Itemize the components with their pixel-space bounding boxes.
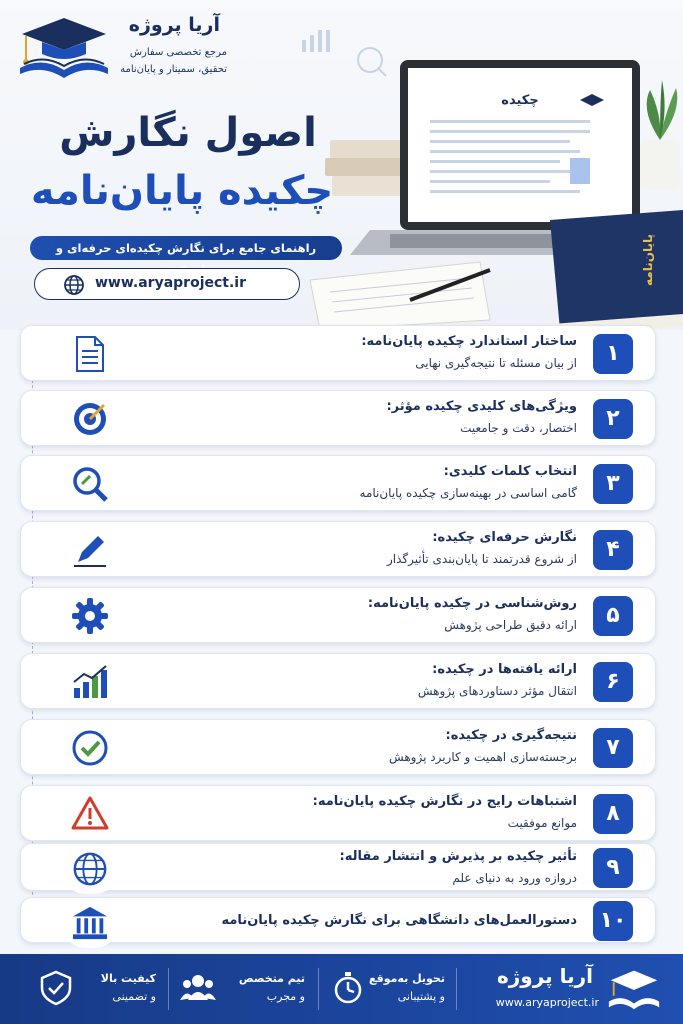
gear-icon — [61, 591, 119, 641]
item-title: نگارش حرفه‌ای چکیده: — [432, 530, 577, 545]
item-desc: ارائه دقیق طراحی پژوهش — [444, 618, 577, 632]
list-item[interactable] — [20, 587, 656, 643]
item-title: اشتباهات رایج در نگارش چکیده پایان‌نامه: — [312, 794, 577, 809]
screen-title: چکیده — [501, 93, 539, 108]
feature-team — [180, 966, 305, 1012]
divider — [318, 968, 319, 1010]
page-title-line2: چکیده پایان‌نامه — [30, 168, 334, 214]
feature-label: تحویل به‌موقع — [369, 972, 445, 985]
page-title-line1: اصول نگارش — [59, 110, 317, 156]
list-item[interactable] — [20, 719, 656, 775]
feature-label: تیم متخصص — [238, 972, 305, 985]
item-desc: اختصار، دقت و جامعیت — [460, 421, 577, 435]
footer-brand: آریا پروژه — [496, 964, 593, 988]
brand-tagline-1: مرجع تخصصی سفارش — [129, 47, 227, 58]
brand-tagline-2: تحقیق، سمینار و پایان‌نامه — [120, 64, 227, 75]
item-number: ۶ — [593, 662, 633, 702]
item-title: روش‌شناسی در چکیده پایان‌نامه: — [367, 596, 577, 611]
team-icon — [180, 970, 216, 1006]
search-icon — [61, 459, 119, 509]
item-desc: گامی اساسی در بهینه‌سازی چکیده پایان‌نامه — [359, 486, 577, 500]
globe-icon — [61, 844, 119, 894]
item-title: ارائه یافته‌ها در چکیده: — [432, 662, 577, 677]
feature-quality — [38, 966, 156, 1012]
item-title: انتخاب کلمات کلیدی: — [443, 464, 577, 479]
item-title: ویژگی‌های کلیدی چکیده مؤثر: — [386, 399, 577, 414]
graduation-book-icon — [605, 966, 663, 1012]
feature-sublabel: و پشتیبانی — [397, 990, 445, 1003]
item-title: ساختار استاندارد چکیده پایان‌نامه: — [361, 334, 577, 349]
item-desc: از بیان مسئله تا نتیجه‌گیری نهایی — [415, 356, 577, 370]
feature-sublabel: و مجرب — [266, 990, 305, 1003]
list-item[interactable] — [20, 325, 656, 381]
brand-logo[interactable] — [12, 10, 227, 85]
divider — [168, 968, 169, 1010]
list-item[interactable] — [20, 653, 656, 709]
item-number: ۳ — [593, 464, 633, 504]
item-desc: دروازه ورود به دنیای علم — [452, 871, 577, 885]
item-number: ۴ — [593, 530, 633, 570]
list-item[interactable] — [20, 897, 656, 943]
hero-subtitle: راهنمای جامع برای نگارش چکیده‌ای حرفه‌ای و — [30, 236, 342, 260]
chart-doodle-icon — [302, 30, 386, 76]
chart-icon — [61, 657, 119, 707]
item-number: ۲ — [593, 399, 633, 439]
item-number: ۱ — [593, 334, 633, 374]
item-number: ۷ — [593, 728, 633, 768]
feature-sublabel: و تضمینی — [112, 990, 156, 1003]
shield-check-icon — [38, 970, 74, 1006]
item-number: ۵ — [593, 596, 633, 636]
list-item[interactable] — [20, 455, 656, 511]
header — [0, 0, 683, 330]
feature-delivery — [330, 966, 445, 1012]
check-icon — [61, 723, 119, 773]
website-link[interactable] — [34, 268, 300, 300]
book-title: پایان‌نامه — [641, 234, 655, 286]
stopwatch-icon — [330, 970, 366, 1006]
item-desc: از شروع قدرتمند تا پایان‌بندی تأثیرگذار — [386, 552, 577, 566]
item-desc: انتقال مؤثر دستاوردهای پژوهش — [417, 684, 577, 698]
list-item[interactable] — [20, 390, 656, 446]
pen-icon — [61, 525, 119, 575]
item-number: ۹ — [593, 848, 633, 888]
graduation-book-icon — [12, 12, 112, 82]
footer-url[interactable]: www.aryaproject.ir — [495, 996, 599, 1009]
item-desc: موانع موفقیت — [507, 816, 577, 830]
list-item[interactable] — [20, 843, 656, 891]
globe-icon — [63, 274, 85, 296]
laptop-illustration — [290, 30, 683, 330]
item-number: ۱۰ — [593, 901, 633, 941]
brand-name: آریا پروژه — [128, 14, 220, 36]
feature-label: کیفیت بالا — [100, 972, 156, 985]
warning-icon — [61, 789, 119, 839]
item-desc: برجسته‌سازی اهمیت و کاربرد پژوهش — [389, 750, 577, 764]
list-item[interactable] — [20, 521, 656, 577]
item-title: نتیجه‌گیری در چکیده: — [445, 728, 577, 743]
item-title: تأثیر چکیده بر پذیرش و انتشار مقاله: — [339, 849, 577, 864]
university-icon — [61, 898, 119, 948]
target-icon — [61, 394, 119, 444]
website-url: www.aryaproject.ir — [95, 275, 246, 291]
document-icon — [61, 329, 119, 379]
item-title: دستورالعمل‌های دانشگاهی برای نگارش چکیده پایان‌نامه — [221, 913, 577, 928]
footer — [0, 954, 683, 1024]
divider — [456, 968, 457, 1010]
list-item[interactable] — [20, 785, 656, 841]
item-number: ۸ — [593, 794, 633, 834]
